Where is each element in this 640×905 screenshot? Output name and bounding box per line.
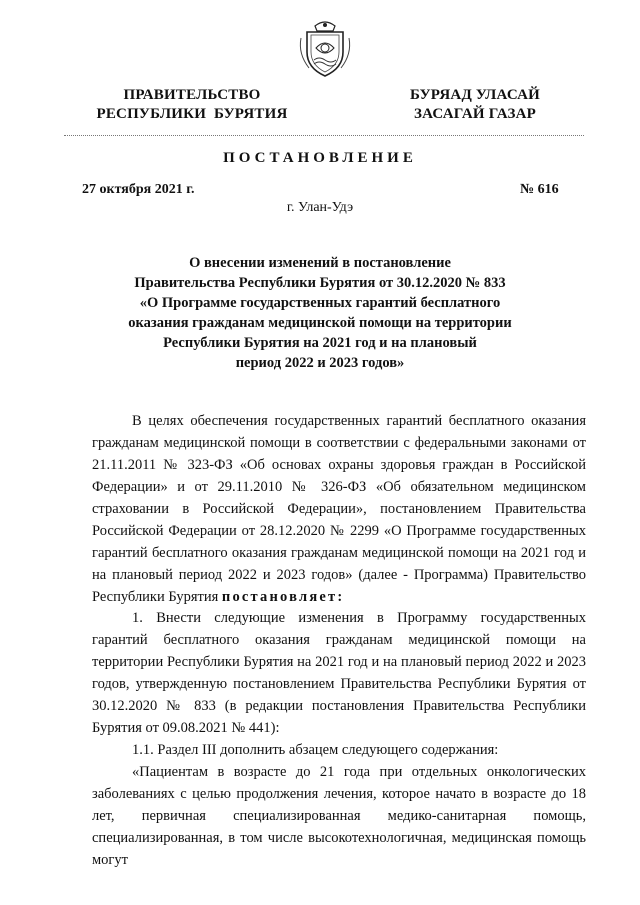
coat-of-arms-emblem	[297, 18, 353, 80]
resolves-keyword: постановляет:	[221, 589, 345, 605]
document-date: 27 октября 2021 г.	[82, 182, 195, 197]
preamble-paragraph	[92, 410, 586, 608]
item-1-1-paragraph: 1.1. Раздел III дополнить абзацем следующего содержания:	[132, 742, 499, 758]
government-name-buryat	[390, 86, 560, 124]
quoted-addition-paragraph: «Пациентам в возрасте до 21 года при отдельных онкологических заболеваниях с целью продолжения лечения, которое начато в возрасте до 18 лет, первичная специализированная медико-санитарная помощь, специализированная, в том числе высокотехнологичная, медицинская помощь могут	[92, 764, 586, 868]
subject-line-4: оказания гражданам медицинской помощи на территории	[128, 315, 512, 331]
header-right-line1: БУРЯАД УЛАСАЙ	[409, 87, 541, 103]
government-name-russian	[92, 86, 292, 124]
document-type-title: ПОСТАНОВЛЕНИЕ	[223, 150, 417, 166]
subject-line-2: Правительства Республики Бурятия от 30.12.2020 № 833	[134, 275, 506, 291]
subject-line-1: О внесении изменений в постановление	[189, 255, 451, 271]
subject-line-6: период 2022 и 2023 годов»	[235, 355, 405, 371]
header-divider	[64, 135, 584, 136]
document-city: г. Улан-Удэ	[286, 200, 354, 215]
preamble-text: В целях обеспечения государственных гарантий бесплатного оказания гражданам медицинской помощи в соответствии с федеральными законами от 21.11.2011 № 323-ФЗ «Об основах охраны здоровья граждан в Российской Федерации» и от 29.11.2010 № 326-ФЗ «Об обязательном медицинском страховании в Российской Федерации», постановлением Правительства Российской Федерации от 28.12.2020 № 2299 «О Программе государственных гарантий бесплатного оказания гражданам медицинской помощи на 2021 год и на плановый период 2022 и 2023 годов» (далее - Программа) Правительство Республики Бурятия	[92, 413, 586, 605]
subject-line-3: «О Программе государственных гарантий бесплатного	[139, 295, 501, 311]
header-left-line1: ПРАВИТЕЛЬСТВО	[123, 87, 261, 103]
document-number: № 616	[520, 182, 559, 197]
subject-line-5: Республики Бурятия на 2021 год и на плановый	[163, 335, 477, 351]
resolution-body	[92, 607, 586, 871]
item-1-paragraph: 1. Внести следующие изменения в Программу государственных гарантий бесплатного оказания гражданам медицинской помощи на территории Республики Бурятия на 2021 год и на плановый период 2022 и 2023 годов, утвержденную постановлением Правительства Республики Бурятия от 30.12.2020 № 833 (в редакции постановления Правительства Республики Бурятия от 09.08.2021 № 441):	[92, 610, 586, 736]
document-subject	[110, 253, 530, 373]
header-right-line2: ЗАСАГАЙ ГАЗАР	[414, 106, 536, 122]
header-left-line2: РЕСПУБЛИКИ БУРЯТИЯ	[96, 106, 288, 122]
